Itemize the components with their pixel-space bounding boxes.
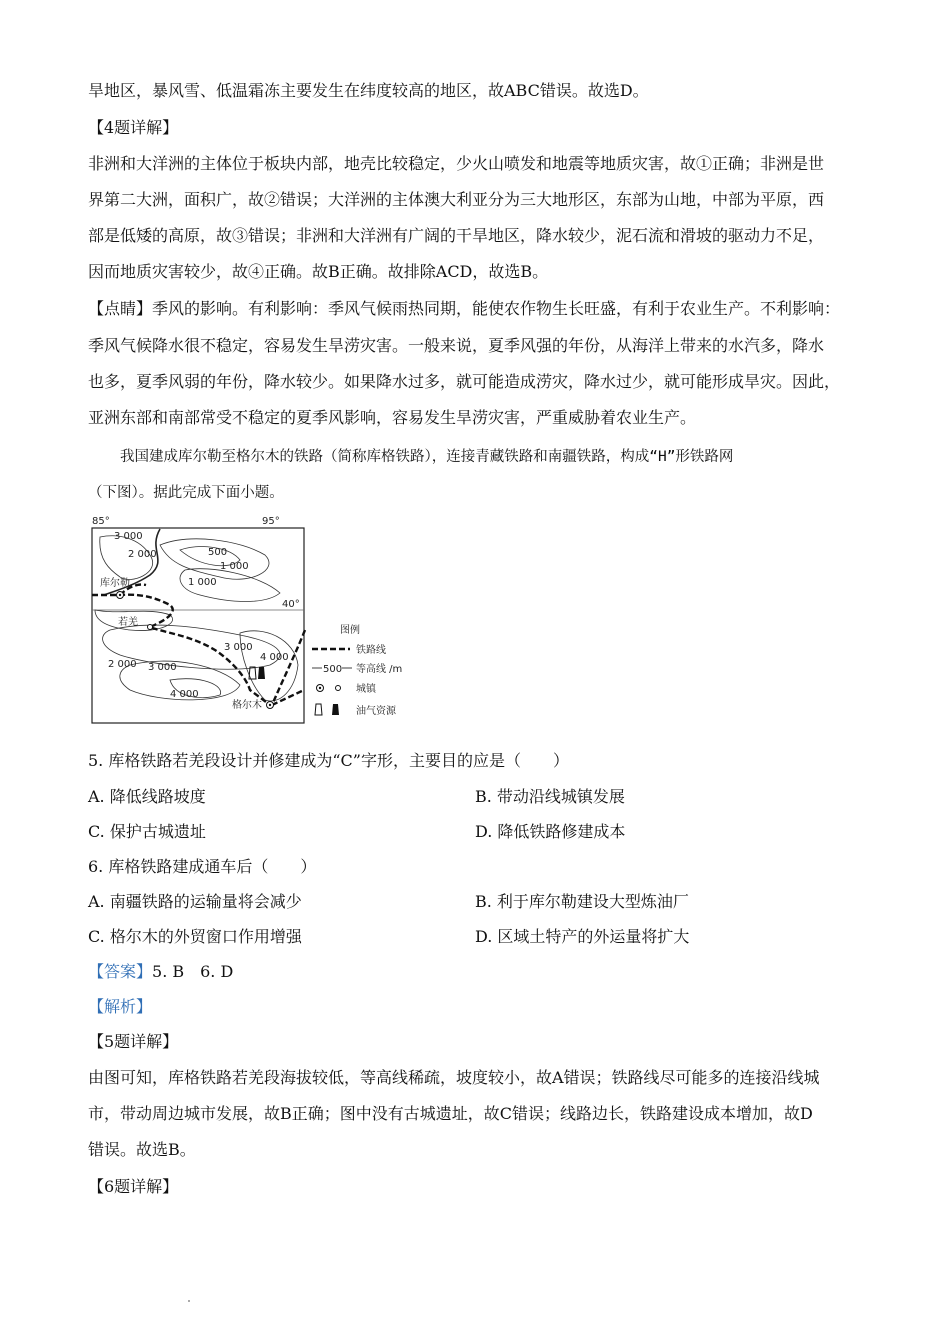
legend-contour-number: 500 xyxy=(323,664,343,675)
legend-town-label: 城镇 xyxy=(356,684,376,695)
section-heading-q5: 【5题详解】 xyxy=(88,1032,179,1051)
contour-label: 500 xyxy=(208,547,228,558)
q6-option-a: A. 南疆铁路的运输量将会减少 xyxy=(88,892,302,911)
q6-option-c: C. 格尔木的外贸窗口作用增强 xyxy=(88,927,302,946)
answer-text: 5. B 6. D xyxy=(152,962,234,981)
longitude-label: 85° xyxy=(92,516,110,527)
town-label-golmud: 格尔木 xyxy=(232,700,262,711)
text-line: 也多，夏季风弱的年份，降水较少。如果降水过多，就可能造成涝灾，降水过少，就可能形成旱灾。因此， xyxy=(88,372,841,391)
question-intro: （下图）。据此完成下面小题。 xyxy=(88,485,284,501)
q5-option-b: B. 带动沿线城镇发展 xyxy=(475,787,625,806)
contour-label: 3 000 xyxy=(148,662,177,673)
contour-label: 2 000 xyxy=(128,549,157,560)
contour-label: 4 000 xyxy=(170,689,199,700)
page-speck xyxy=(188,1300,190,1302)
q5-option-a: A. 降低线路坡度 xyxy=(88,787,206,806)
question-5-stem: 5. 库格铁路若羌段设计并修建成为“C”字形，主要目的应是（ ） xyxy=(88,751,569,770)
contour-label: 4 000 xyxy=(260,652,289,663)
section-heading-q4: 【4题详解】 xyxy=(88,118,179,137)
legend-contour-label: 等高线 /m xyxy=(356,664,403,675)
question-intro: 我国建成库尔勒至格尔木的铁路（简称库格铁路），连接青藏铁路和南疆铁路，构成“H”形铁路网 xyxy=(120,449,734,465)
q6-option-d: D. 区域土特产的外运量将扩大 xyxy=(475,927,690,946)
contour-label: 1 000 xyxy=(188,577,217,588)
analysis-label: 【解析】 xyxy=(88,997,153,1016)
section-heading-q6: 【6题详解】 xyxy=(88,1177,179,1196)
answer-line xyxy=(88,961,233,983)
q6-option-b: B. 利于库尔勒建设大型炼油厂 xyxy=(475,892,689,911)
text-line: 部是低矮的高原，故③错误；非洲和大洋洲有广阔的干旱地区，降水较少，泥石流和滑坡的驱动力不足， xyxy=(88,226,825,245)
text-line: 季风气候降水很不稳定，容易发生旱涝灾害。一般来说，夏季风强的年份，从海洋上带来的水汽多，降水 xyxy=(88,336,825,355)
contour-label: 3 000 xyxy=(114,531,143,542)
text-line: 错误。故选B。 xyxy=(88,1140,196,1159)
tip-line: 【点睛】季风的影响。有利影响：季风气候雨热同期，能使农作物生长旺盛，有利于农业生产。不利影响： xyxy=(88,299,841,318)
text-line: 旱地区，暴风雪、低温霜冻主要发生在纬度较高的地区，故ABC错误。故选D。 xyxy=(88,81,649,100)
latitude-label: 40° xyxy=(282,599,300,610)
legend-rail-label: 铁路线 xyxy=(356,645,386,656)
legend-title: 图例 xyxy=(340,625,360,636)
q5-option-c: C. 保护古城遗址 xyxy=(88,822,206,841)
legend-oil-label: 油气资源 xyxy=(356,706,396,717)
answer-label: 【答案】 xyxy=(88,962,153,981)
q5-option-d: D. 降低铁路修建成本 xyxy=(475,822,626,841)
railway-map xyxy=(90,515,420,727)
text-line: 市，带动周边城市发展，故B正确；图中没有古城遗址，故C错误；线路边长，铁路建设成本增加，故D xyxy=(88,1104,813,1123)
text-line: 亚洲东部和南部常受不稳定的夏季风影响，容易发生旱涝灾害，严重威胁着农业生产。 xyxy=(88,408,697,427)
oil-resource-icons xyxy=(249,667,265,679)
map-legend xyxy=(312,623,402,717)
text-line: 界第二大洲，面积广，故②错误；大洋洲的主体澳大利亚分为三大地形区，东部为山地，中部为平原，西 xyxy=(88,190,825,209)
longitude-label: 95° xyxy=(262,516,280,527)
question-6-stem: 6. 库格铁路建成通车后（ ） xyxy=(88,857,317,876)
text-line: 由图可知，库格铁路若羌段海拔较低，等高线稀疏，坡度较小，故A错误；铁路线尽可能多的连接沿线城 xyxy=(88,1068,820,1087)
railway-lines xyxy=(92,584,305,705)
town-label-korla: 库尔勒 xyxy=(100,578,130,589)
contour-label: 3 000 xyxy=(224,642,253,653)
text-line: 非洲和大洋洲的主体位于板块内部，地壳比较稳定，少火山喷发和地震等地质灾害，故①正确；非洲是世 xyxy=(88,154,825,173)
contour-label: 1 000 xyxy=(220,561,249,572)
text-line: 因而地质灾害较少，故④正确。故B正确。故排除ACD，故选B。 xyxy=(88,262,549,281)
contour-label: 2 000 xyxy=(108,659,137,670)
town-label-ruoqiang: 若羌 xyxy=(118,617,138,628)
